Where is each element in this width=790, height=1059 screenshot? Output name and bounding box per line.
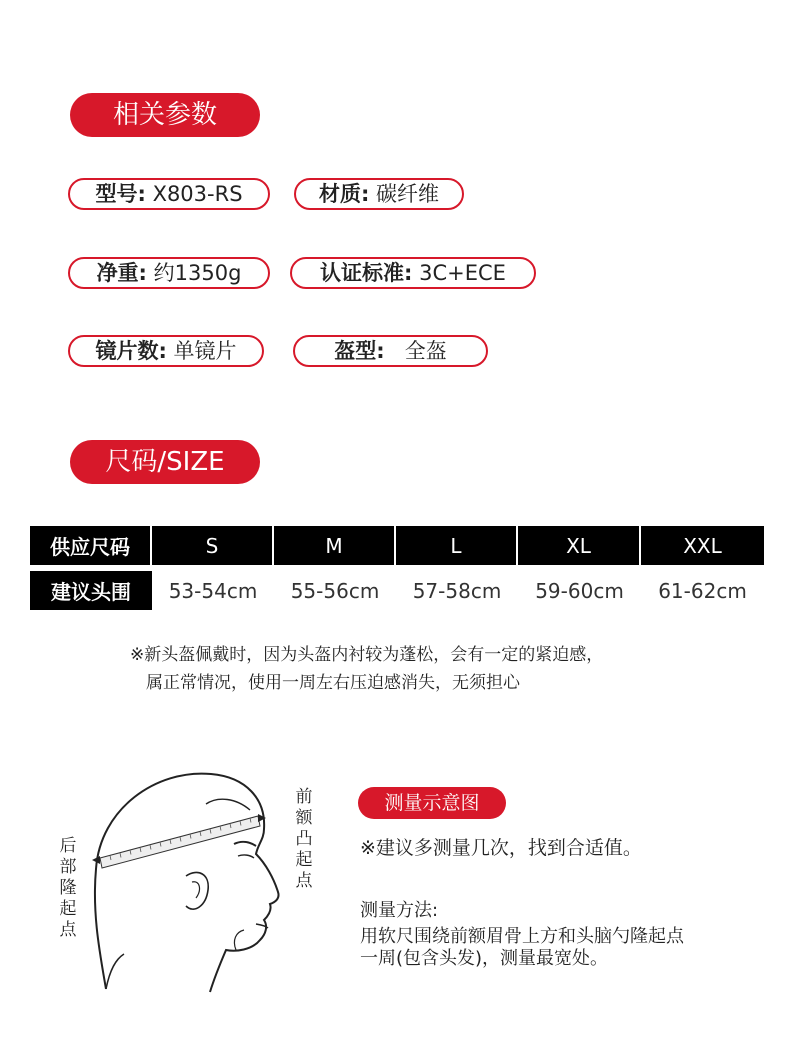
param-model bbox=[68, 178, 270, 210]
size-row bbox=[30, 526, 764, 565]
head-circumference-header: 建议头围 bbox=[30, 571, 152, 610]
circumference-cell: 59-60cm bbox=[535, 578, 624, 603]
head-circumference-row bbox=[30, 571, 764, 610]
measure-title: 测量示意图 bbox=[358, 787, 506, 819]
size-cell: XXL bbox=[641, 526, 764, 565]
param-helmet-type-label: 盔型: bbox=[334, 339, 385, 363]
param-material-label: 材质: bbox=[318, 182, 370, 206]
param-certification-label: 认证标准: bbox=[320, 261, 413, 285]
param-helmet-type bbox=[293, 335, 488, 367]
param-weight-label: 净重: bbox=[96, 261, 147, 285]
measure-method-line2: 一周(包含头发)，测量最宽处。 bbox=[360, 948, 609, 969]
size-section-title: 尺码/SIZE bbox=[70, 440, 260, 484]
measure-tip: ※建议多测量几次，找到合适值。 bbox=[360, 837, 642, 859]
size-cell: M bbox=[274, 526, 396, 565]
fit-note bbox=[130, 641, 690, 697]
param-lens-label: 镜片数: bbox=[95, 339, 167, 363]
circumference-cell: 61-62cm bbox=[658, 578, 747, 603]
size-table bbox=[30, 526, 764, 610]
rear-point-label: 后部隆起点 bbox=[59, 836, 77, 940]
size-row-header: 供应尺码 bbox=[30, 526, 152, 565]
circumference-cell: 57-58cm bbox=[412, 578, 502, 603]
head-measurement-icon bbox=[86, 764, 296, 996]
param-helmet-type-value: 全盔 bbox=[404, 339, 447, 363]
measure-method-line1: 用软尺围绕前额眉骨上方和头脑勺隆起点 bbox=[360, 926, 684, 947]
param-model-label: 型号: bbox=[95, 182, 146, 206]
params-section-title: 相关参数 bbox=[70, 93, 260, 137]
size-cell: XL bbox=[518, 526, 641, 565]
param-certification bbox=[290, 257, 536, 289]
circumference-cell: 55-56cm bbox=[290, 578, 380, 603]
param-weight bbox=[68, 257, 270, 289]
param-weight-value: 约1350g bbox=[153, 261, 242, 285]
circumference-cell: 53-54cm bbox=[168, 578, 258, 603]
fit-note-line2: 属正常情况，使用一周左右压迫感消失，无须担心 bbox=[146, 673, 520, 693]
param-material-value: 碳纤维 bbox=[376, 182, 440, 206]
param-lens bbox=[68, 335, 264, 367]
param-model-value: X803-RS bbox=[152, 182, 243, 206]
param-certification-value: 3C+ECE bbox=[419, 261, 506, 285]
param-material bbox=[294, 178, 464, 210]
size-cell: L bbox=[396, 526, 518, 565]
param-lens-value: 单镜片 bbox=[173, 339, 237, 363]
measure-method-title: 测量方法: bbox=[360, 900, 439, 921]
front-point-label: 前额凸起点 bbox=[295, 787, 313, 891]
size-cell: S bbox=[152, 526, 274, 565]
fit-note-line1: ※新头盔佩戴时，因为头盔内衬较为蓬松，会有一定的紧迫感， bbox=[130, 645, 604, 665]
